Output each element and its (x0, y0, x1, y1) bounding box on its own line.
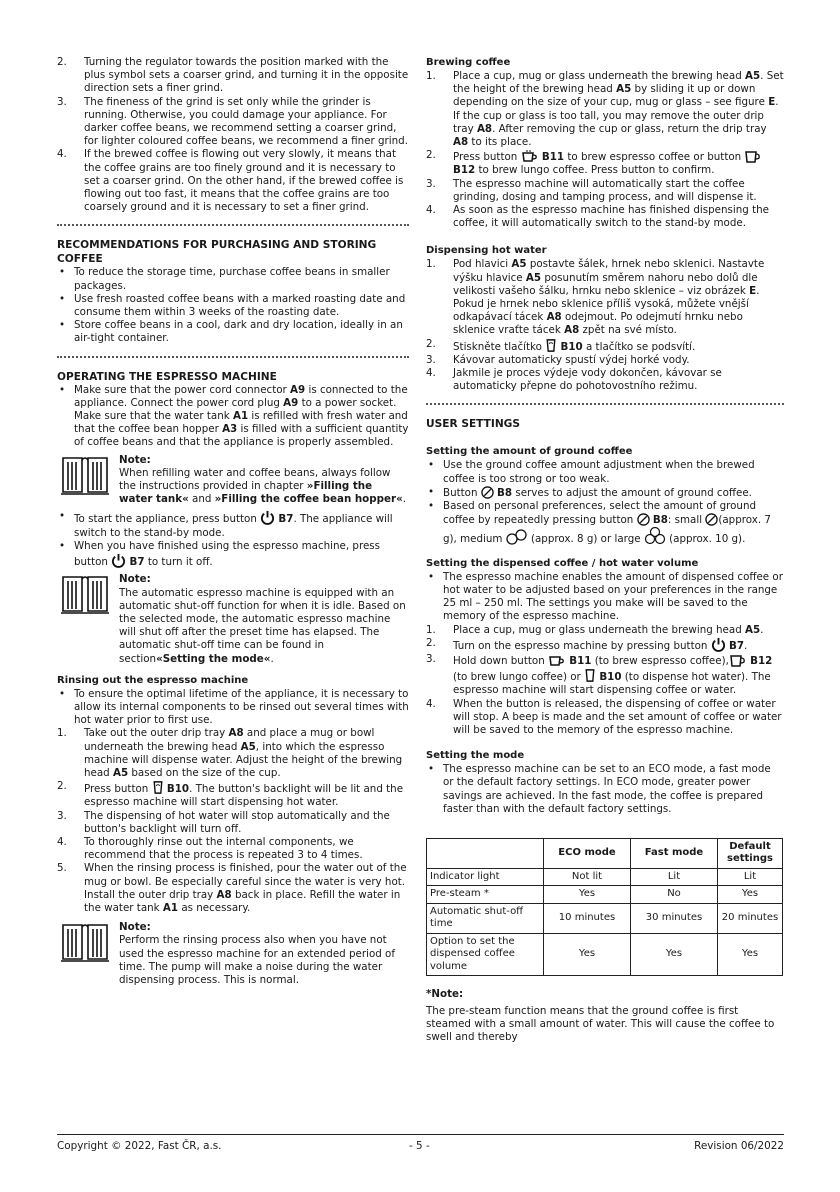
brew-step-2: 2. Press button B11 to brew espresso coffee or button B12 to brew lungo coffee. Press button to confirm. (426, 149, 784, 177)
grind-step-3: 3. The fineness of the grind is set only while the grinder is running. Otherwise, you could damage your appliance. For darker coffee beans, we recommend setting a coarser grind, for lighter coloured coffee beans, we recommend a finer grind. (57, 95, 408, 148)
table-header: Fast mode (631, 838, 718, 868)
book-icon (60, 454, 110, 496)
table-header-row (427, 838, 783, 868)
op-bullet-3: • When you have finished using the espresso machine, press button B7 to turn it off. (59, 539, 381, 569)
mode-bullet: • The espresso machine can be set to an ECO mode, a fast mode or the default factory settings. In ECO mode, greater power savings are achieved. In the fast mode, the coffee is prepared faster than with the default factory settings. (428, 763, 771, 815)
grind-step-4: 4. If the brewed coffee is flowing out very slowly, it means that the coffee grains are too finely ground and it is necessary to set a coarser grind. On the other hand, if the brewed coffee is flowing out too fast, it means that the coffee grains are too coarsely ground and it is necessary to set a finer grind. (57, 148, 409, 214)
brew-step-1: 1. Place a cup, mug or glass underneath the brewing head A5. Set the height of the brewing head A5 by sliding it up or down depending on the size of your cup, mug or glass – see figure E. If the cup or glass is too tall, you may remove the outer drip tray A8. After removing the cup or glass, return the drip tray A8 to its place. (426, 70, 784, 149)
lungo-cup-icon (729, 653, 747, 667)
rec-item: • Store coffee beans in a cool, dark and dry location, ideally in an air-tight container. (59, 319, 403, 345)
book-icon (60, 573, 110, 615)
note-box: Note: When refilling water and coffee beans, always follow the instructions provided in chapter »Filling the water tank« and »Filling the coffee bean hopper«. (57, 454, 409, 507)
section-divider (57, 224, 409, 226)
table-row: Option to set the dispensed coffee volume Yes Yes Yes (427, 933, 783, 976)
rec-heading: RECOMMENDATIONS FOR PURCHASING AND STORING COFFEE (57, 239, 377, 266)
water-step-2: 2. Stiskněte tlačítko B10 a tlačítko se podsvítí. (426, 337, 696, 353)
espresso-cup-icon (548, 653, 566, 667)
water-step-3: 3. Kávovar automaticky spustí výdej horké vody. (426, 353, 690, 366)
bean-icon (481, 486, 494, 499)
rinse-step-1: 1. Take out the outer drip tray A8 and place a mug or bowl underneath the brewing head A5, into which the espresso machine will dispense water. Adjust the height of the brewing head A5 based on the size of the cup. (57, 727, 403, 779)
grind-step-2: 2. Turning the regulator towards the position marked with the plus symbol sets a coarser grind, and turning it in the opposite direction sets a finer grind. (57, 56, 409, 95)
grind-step-4-text: If the brewed coffee is flowing out very slowly, it means that the coffee grains are too finely ground and it is necessary to set a coarser grind. On the other hand, if the brewed coffee is flowing out too fast, it means that the coffee grains are too coarsely ground and it is necessary to set a finer grind. (84, 148, 404, 214)
rinse-step-2: 2. Press button B10. The button's backlight will be lit and the espresso machine will start dispensing hot water. (57, 780, 404, 809)
bean-icon (637, 513, 650, 526)
footer-rule (57, 1134, 784, 1135)
power-icon (260, 510, 275, 525)
table-row: Indicator light Not lit Lit Lit (427, 868, 783, 886)
volume-step-1: 1. Place a cup, mug or glass underneath the brewing head A5. (426, 623, 764, 636)
rinsing-heading: Rinsing out the espresso machine (57, 674, 249, 686)
power-icon (711, 637, 726, 652)
mode-heading: Setting the mode (426, 750, 525, 762)
section-divider (57, 356, 409, 358)
rinse-bullet: • To ensure the optimal lifetime of the appliance, it is necessary to allow its internal components to be rinsed out several times with hot water prior to first use. (59, 687, 409, 727)
power-icon (111, 553, 126, 568)
volume-step-2: 2. Turn on the espresso machine by pressing button B7. (426, 636, 748, 652)
brew-step-4: 4. As soon as the espresso machine has finished dispensing the coffee, it will automatically switch to the stand-by mode. (426, 204, 769, 230)
volume-step-4: 4. When the button is released, the dispensing of coffee or water will stop. A beep is made and the set amount of coffee or water will be saved to the memory of the espresso machine. (426, 697, 782, 736)
amount-bullet-1: • Use the ground coffee amount adjustment when the brewed coffee is too strong or too weak. (428, 459, 755, 485)
mode-table (426, 838, 783, 977)
right-column (426, 56, 784, 1044)
grind-step-3-text: The fineness of the grind is set only while the grinder is running. Otherwise, you could damage your appliance. For darker coffee beans, we recommend setting a coarser grind, for lighter coloured coffee beans, we recommend a finer grind. (84, 95, 408, 148)
op-bullet-2: • To start the appliance, press button B7. The appliance will switch to the stand-by mode. (59, 510, 393, 539)
rinse-step-3: 3. The dispensing of hot water will stop automatically and the button's backlight will turn off. (57, 809, 390, 835)
hot-water-icon (545, 338, 557, 353)
left-column (57, 56, 409, 987)
rinse-step-5: 5. When the rinsing process is finished, pour the water out of the mug or bowl. Be especially careful since the water is very hot. Install the outer drip tray A8 back in place. Refill the water in the water tank A1 as necessary. (57, 862, 407, 914)
amount-bullet-2: • Button B8 serves to adjust the amount of ground coffee. (428, 485, 752, 499)
espresso-cup-icon (521, 149, 539, 163)
large-beans-icon (644, 527, 666, 545)
rinse-step-4: 4. To thoroughly rinse out the internal components, we recommend that the process is repeated 3 to 4 times. (57, 835, 363, 862)
footnote-text: The pre-steam function means that the ground coffee is first steamed with a small amount of water. This will cause the coffee to swell and thereby (426, 1004, 775, 1044)
amount-bullet-3: • Based on personal preferences, select the amount of ground coffee by repeatedly pressing button B8: small (approx. 7 g), medium (approx. 8 g) or large (approx. 10 g). (428, 500, 771, 546)
operating-heading: OPERATING THE ESPRESSO MACHINE (57, 370, 277, 383)
table-row: Automatic shut-off time 10 minutes 30 minutes 20 minutes (427, 903, 783, 933)
table-row: Pre-steam * Yes No Yes (427, 886, 783, 904)
note-box: Note: Perform the rinsing process also when you have not used the espresso machine for an extended period of time. The pump will make a noise during the water dispensing process. This is normal. (57, 921, 409, 987)
medium-beans-icon (506, 529, 528, 545)
amount-heading: Setting the amount of ground coffee (426, 446, 633, 458)
rec-item: • Use fresh roasted coffee beans with a marked roasting date and consume them within 3 weeks of the roasting date. (59, 292, 406, 319)
volume-heading: Setting the dispensed coffee / hot water volume (426, 557, 699, 569)
hot-water-icon (152, 780, 164, 795)
grind-step-2-text: Turning the regulator towards the position marked with the plus symbol sets a coarser grind, and turning it in the opposite direction sets a finer grind. (84, 56, 409, 95)
table-header: ECO mode (544, 838, 631, 868)
user-settings-heading: USER SETTINGS (426, 418, 521, 431)
hot-water-icon (584, 668, 596, 683)
hot-water-heading: Dispensing hot water (426, 245, 547, 257)
small-bean-icon (705, 513, 718, 526)
copyright: Copyright © 2022, Fast ČR, a.s. (57, 1140, 222, 1152)
brew-step-3: 3. The espresso machine will automatically start the coffee grinding, dosing and tamping process, and will dispense it. (426, 177, 757, 203)
book-icon (60, 921, 110, 963)
page-number: - 5 - (409, 1140, 430, 1152)
op-bullet-1: • Make sure that the power cord connector A9 is connected to the appliance. Connect the power cord plug A9 to a power socket. Make sure that the water tank A1 is refilled with fresh water and that the coffee bean hopper A3 is filled with a sufficient quantity of coffee beans and that the appliance is properly assembled. (59, 383, 409, 449)
revision: Revision 06/2022 (694, 1140, 784, 1152)
brewing-heading: Brewing coffee (426, 57, 511, 68)
water-step-4: 4. Jakmile je proces výdeje vody dokončen, kávovar se automaticky přepne do pohotovostního režimu. (426, 367, 722, 393)
rec-item: • To reduce the storage time, purchase coffee beans in smaller packages. (59, 266, 390, 292)
section-divider (426, 403, 784, 405)
lungo-cup-icon (744, 149, 762, 163)
table-header: Default settings (718, 838, 783, 868)
footnote-label: *Note: (426, 988, 464, 1001)
water-step-1: 1. Pod hlavici A5 postavte šálek, hrnek nebo sklenici. Nastavte výšku hlavice A5 posunutím směrem nahoru nebo dolů dle velikosti vašeho šálku, hrnku nebo sklenice – viz obrázek E. Pokud je hrnek nebo sklenice příliš vysoká, můžete vnější odkapávací tácek A8 odejmout. Po odejmutí hrnku nebo sklenice vraťte tácek A8 zpět na své místo. (426, 258, 765, 337)
volume-step-3: 3. Hold down button B11 (to brew espresso coffee), B12 (to brew lungo coffee) or B10 (to dispense hot water). The espresso machine will start dispensing coffee or water. (426, 652, 773, 697)
note-box: Note: The automatic espresso machine is equipped with an automatic shut-off function for when it is idle. Based on the selected mode, the automatic espresso machine will shut off after the preset time has elapsed. The automatic shut-off time can be found in section«Setting the mode«. (57, 573, 409, 665)
volume-bullet: • The espresso machine enables the amount of dispensed coffee or hot water to be adjusted based on your preferences in the range 25 ml – 250 ml. The settings you make will be saved to the memory of the espresso machine. (428, 570, 783, 623)
